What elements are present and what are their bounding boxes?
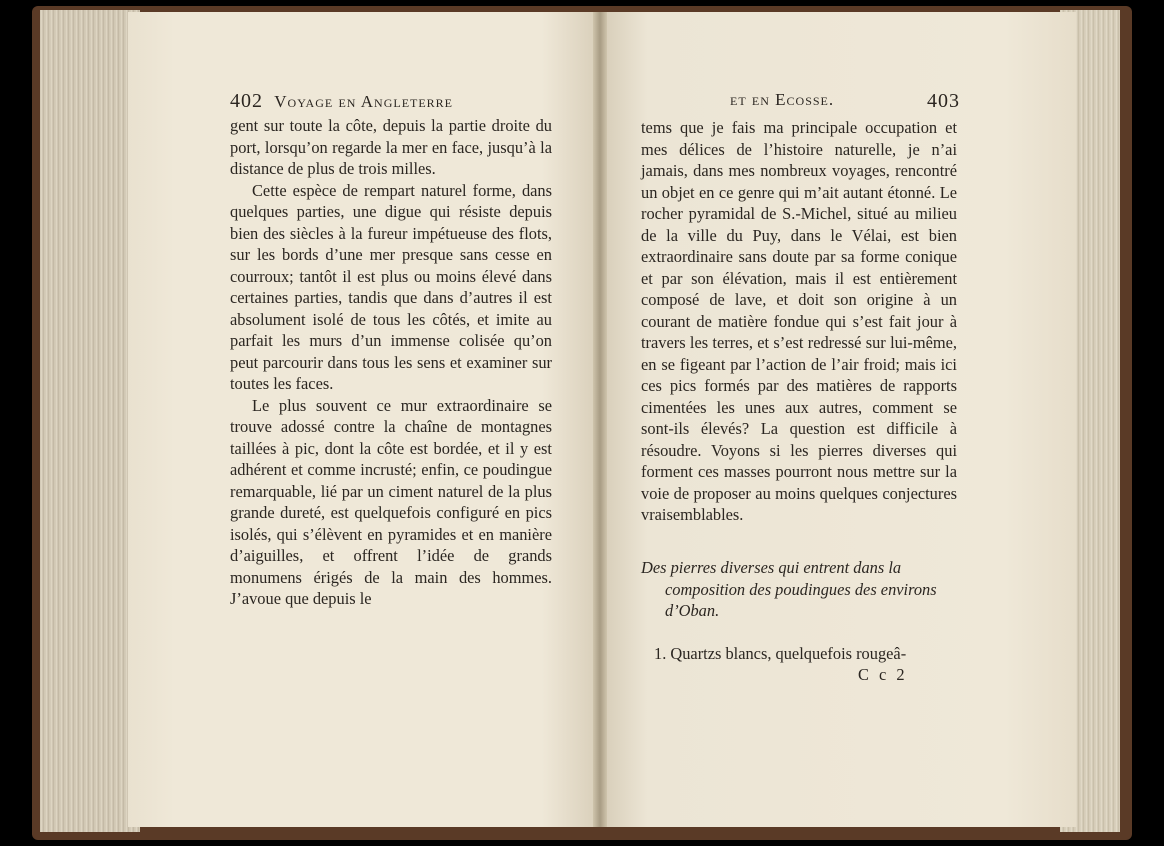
page-edges-left [40, 10, 140, 832]
left-paragraph-2: Cette espèce de rempart naturel forme, dans quelques parties, une digue qui résiste depuis bien des siècles à la fureur impétueuse des flots, sur les bords d’une mer presque sans cesse en courroux; tantôt il est plus ou moins élevé dans certaines parties, tandis que dans d’autres il est absolument isolé de tous les côtés, et imite au parfait les murs d’un immense colisée qu’on peut parcourir dans tous les sens et examiner sur toutes les faces. [230, 180, 552, 393]
left-page-number: 402 [230, 90, 263, 112]
left-page-body [230, 115, 552, 610]
subheading-line-1: Des pierres diverses qui entrent dans la [641, 558, 902, 577]
left-running-head [230, 90, 453, 113]
right-paragraph-1: tems que je fais ma principale occupation et mes délices de l’histoire naturelle, je n’ai jamais, dans mes nombreux voyages, rencontré un objet en ce genre qui m’ait autant étonné. Le rocher pyramidal de S.-Michel, situé au milieu de la ville du Puy, dans le Vélai, est bien extraordinaire sans doute par sa forme conique et par son élévation, mais il est entièrement composé de lave, et doit son origine à un courant de matière fondue qui s’est fait jour à travers les terres, et s’est redressé sur lui-même, en se figeant par l’action de l’air froid; mais ici ces pics formés par des matières de rapports cimentées les unes aux autres, comment se sont-ils élevés? La question est difficile à résoudre. Voyons si les pierres diverses qui forment ces masses pourront nous mettre sur la voie de proposer au moins quelques conjectures vraisemblables. [641, 118, 957, 524]
section-subheading [641, 557, 957, 622]
right-page-number: 403 [927, 90, 960, 112]
book-gutter [593, 12, 607, 827]
right-running-title: et en Ecosse. [730, 90, 835, 109]
signature-mark: C c 2 [858, 665, 908, 684]
left-paragraph-3: Le plus souvent ce mur extraordinaire se trouve adossé contre la chaîne de montagnes taillées à pic, dont la côte est bordée, et il y est adhérent et comme incrusté; enfin, ce poudingue remarquable, lié par un ciment naturel de la plus grande dureté, est quelquefois configuré en pics isolés, qui s’élèvent en pyramides et en manière d’aiguilles, et offrent l’idée de grands monumens érigés de la main des hommes. J’avoue que depuis le [230, 395, 552, 608]
right-running-head [730, 90, 960, 110]
list-item-1: 1. Quartzs blancs, quelquefois rougeâ- [654, 644, 907, 663]
right-page-body [641, 117, 957, 526]
subheading-line-2: composition des poudingues des environs d’Oban. [665, 579, 937, 620]
left-running-title: Voyage en Angleterre [274, 92, 454, 111]
left-paragraph-1: gent sur toute la côte, depuis la partie droite du port, lorsqu’on regarde la mer en face, jusqu’à la distance de plus de trois milles. [230, 116, 552, 178]
